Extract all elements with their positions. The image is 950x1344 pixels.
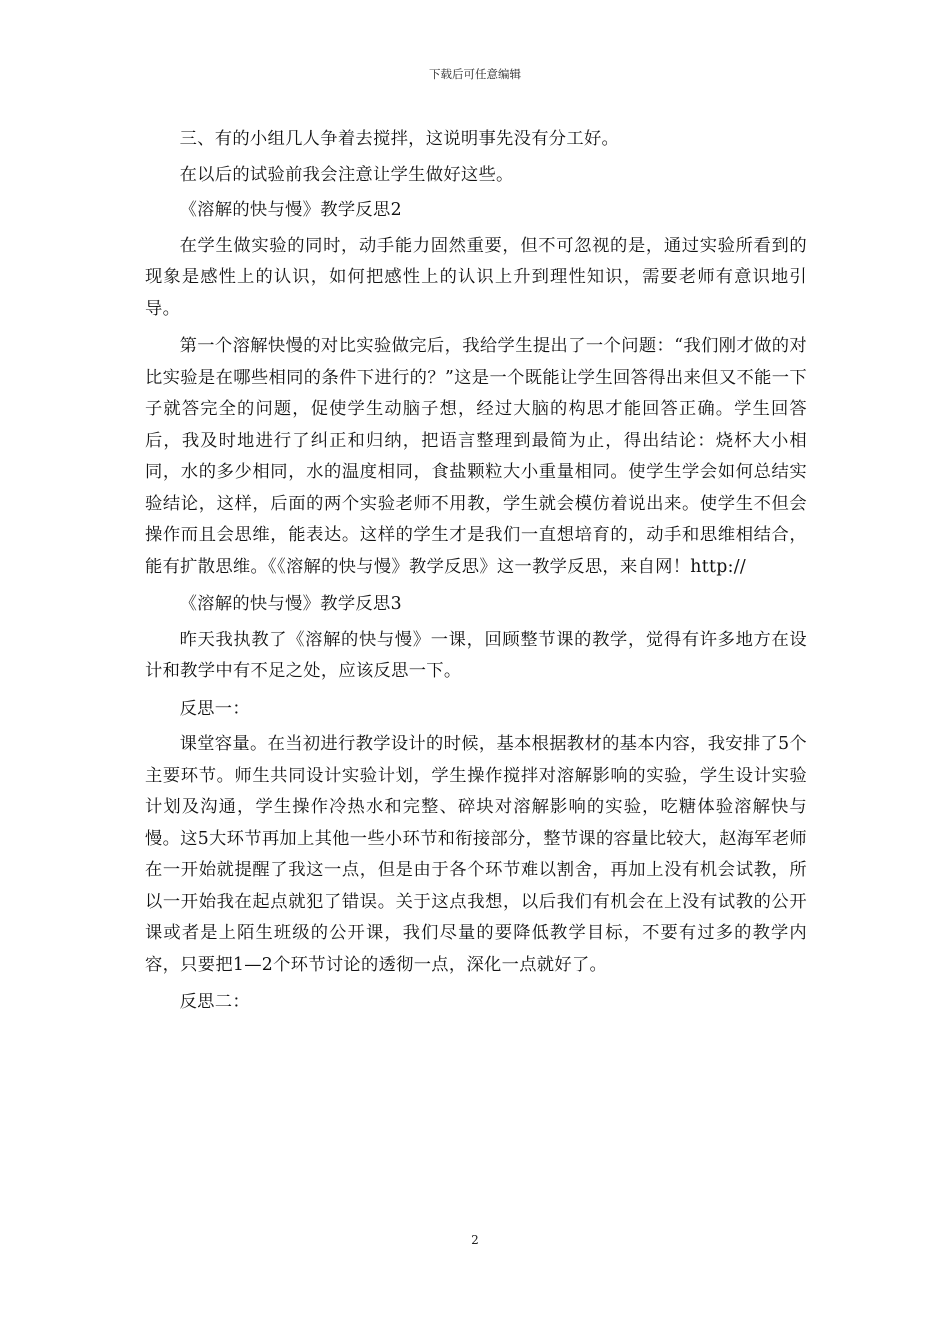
paragraph-2: 在以后的试验前我会注意让学生做好这些。 bbox=[179, 164, 514, 185]
section-heading-3: 《溶解的快与慢》教学反思3 bbox=[179, 594, 402, 614]
page-number: 2 bbox=[471, 1233, 479, 1247]
section-heading-2: 《溶解的快与慢》教学反思2 bbox=[179, 200, 402, 220]
reflection-1-heading: 反思一： bbox=[179, 698, 250, 719]
document-body bbox=[145, 124, 807, 1023]
page-header: 下载后可任意编辑 bbox=[429, 67, 521, 81]
paragraph-4: 第一个溶解快慢的对比实验做完后，我给学生提出了一个问题：“我们刚才做的对比实验是在哪些相同的条件下进行的？”这是一个既能让学生回答得出来但又不能一下子就答完全的问题，促使学生动脑子想，经过大脑的构思才能回答正确。学生回答后，我及时地进行了纠正和归纳，把语言整理到最简为止，得出结论：烧杯大小相同，水的多少相同，水的温度相同，食盐颗粒大小重量相同。使学生学会如何总结实验结论，这样，后面的两个实验老师不用教，学生就会模仿着说出来。使学生不但会操作而且会思维，能表达。这样的学生才是我们一直想培育的，动手和思维相结合，能有扩散思维。《《溶解的快与慢》教学反思》这一教学反思，来自网！http:// bbox=[145, 336, 807, 577]
reflection-2-heading: 反思二： bbox=[179, 992, 250, 1012]
paragraph-1: 三、有的小组几人争着去搅拌，这说明事先没有分工好。 bbox=[179, 129, 620, 149]
paragraph-5: 昨天我执教了《溶解的快与慢》一课，回顾整节课的教学，觉得有许多地方在设计和教学中有不足之处，应该反思一下。 bbox=[145, 629, 807, 681]
paragraph-6: 课堂容量。在当初进行教学设计的时候，基本根据教材的基本内容，我安排了5个主要环节。师生共同设计实验计划，学生操作搅拌对溶解影响的实验，学生设计实验计划及沟通，学生操作冷热水和完整、碎块对溶解影响的实验，吃糖体验溶解快与慢。这5大环节再加上其他一些小环节和衔接部分，整节课的容量比较大，赵海军老师在一开始就提醒了我这一点，但是由于各个环节难以割舍，再加上没有机会试教，所以一开始我在起点就犯了错误。关于这点我想，以后我们有机会在上没有试教的公开课或者是上陌生班级的公开课，我们尽量的要降低教学目标，不要有过多的教学内容，只要把1—2个环节讨论的透彻一点，深化一点就好了。 bbox=[145, 734, 807, 975]
paragraph-3: 在学生做实验的同时，动手能力固然重要，但不可忽视的是，通过实验所看到的现象是感性上的认识，如何把感性上的认识上升到理性知识，需要老师有意识地引导。 bbox=[145, 235, 807, 319]
